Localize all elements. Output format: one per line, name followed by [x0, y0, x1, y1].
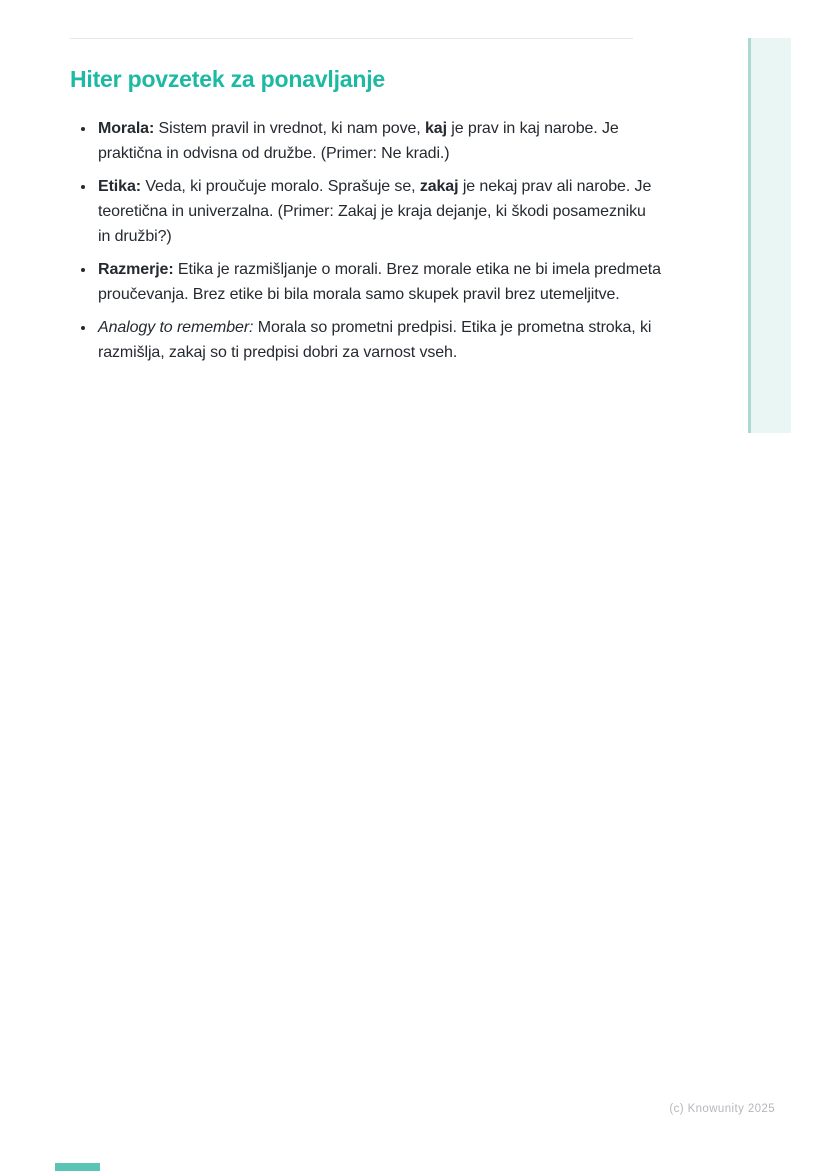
side-accent-strip: [748, 38, 791, 433]
summary-list: [70, 116, 662, 373]
text-segment: Etika:: [98, 178, 141, 195]
text-segment: Razmerje:: [98, 261, 174, 278]
text-segment: Veda, ki proučuje moralo. Sprašuje se,: [140, 178, 420, 195]
text-segment: Etika je razmišljanje o morali. Brez morale etika ne bi imela predmeta proučevanja. Brez etike bi bila morala samo skupek pravil brez utemeljitve.: [98, 261, 661, 303]
summary-bullet: [96, 257, 662, 307]
page-title: Hiter povzetek za ponavljanje: [70, 66, 386, 92]
copyright-text: (c) Knowunity 2025: [669, 1103, 775, 1115]
text-segment: zakaj: [419, 178, 459, 195]
text-segment: Morala:: [98, 120, 155, 137]
page-corner-accent: [55, 1163, 100, 1171]
text-segment: je prav in kaj narobe. Je praktična in odvisna od družbe. (Primer: Ne kradi.): [98, 120, 619, 162]
text-segment: je nekaj prav ali narobe. Je teoretična in univerzalna. (Primer: Zakaj je kraja dejanje, ki škodi posamezniku in družbi?): [98, 178, 652, 245]
summary-bullet: [96, 174, 662, 249]
text-segment: Sistem pravil in vrednot, ki nam pove,: [154, 120, 425, 137]
text-segment: Analogy to remember:: [98, 319, 254, 336]
summary-bullet: [96, 315, 662, 365]
text-segment: kaj: [425, 120, 447, 137]
summary-bullet: [96, 116, 662, 166]
text-segment: Morala so prometni predpisi. Etika je prometna stroka, ki razmišlja, zakaj so ti predpisi dobri za varnost vseh.: [98, 319, 652, 361]
top-divider: [70, 38, 633, 39]
